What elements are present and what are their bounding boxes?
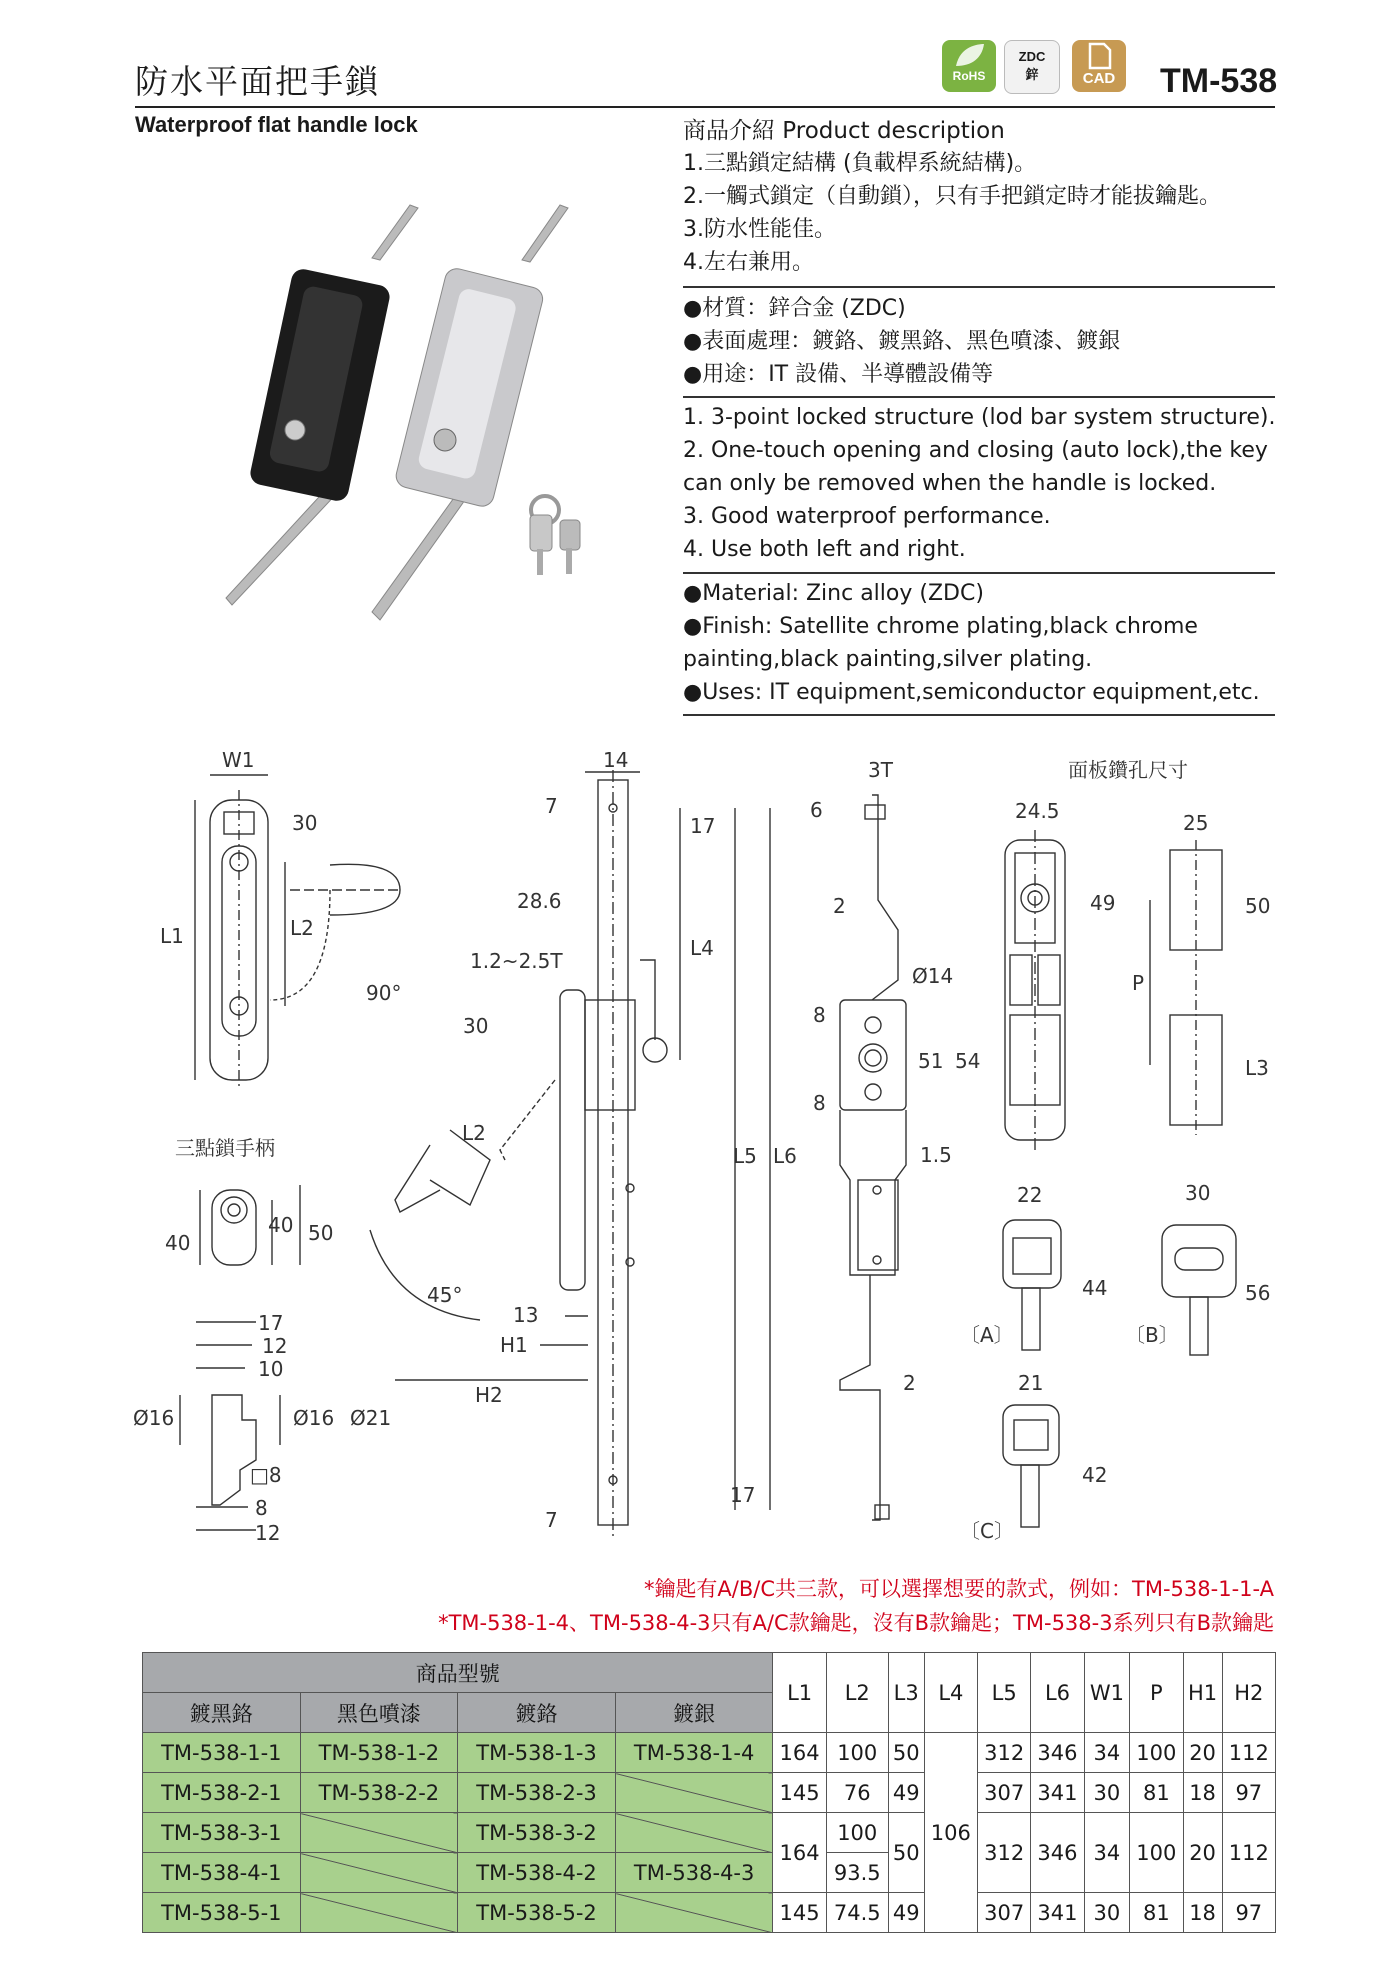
svg-text:L6: L6 — [773, 1144, 797, 1168]
svg-text:56: 56 — [1245, 1281, 1271, 1305]
svg-text:8: 8 — [813, 1091, 826, 1115]
svg-text:〔C〕: 〔C〕 — [960, 1519, 1014, 1543]
svg-text:12: 12 — [255, 1521, 281, 1545]
svg-text:1.5: 1.5 — [920, 1143, 952, 1167]
svg-text:Ø16: Ø16 — [293, 1406, 335, 1430]
svg-text:30: 30 — [1185, 1181, 1211, 1205]
svg-text:面板鑽孔尺寸: 面板鑽孔尺寸 — [1068, 758, 1188, 782]
svg-text:44: 44 — [1082, 1276, 1108, 1300]
svg-text:L5: L5 — [733, 1144, 757, 1168]
svg-text:2: 2 — [833, 894, 846, 918]
table-row: TM-538-1-1 TM-538-1-2 TM-538-1-3 TM-538-1-4 164 100 50 106 312 346 34 100 20 112 — [143, 1733, 1276, 1773]
table-row: TM-538-2-1 TM-538-2-2 TM-538-2-3 145 76 49 307 341 30 81 18 97 — [143, 1773, 1276, 1813]
svg-text:7: 7 — [545, 1508, 558, 1532]
svg-text:22: 22 — [1017, 1183, 1043, 1207]
svg-text:30: 30 — [463, 1014, 489, 1038]
svg-text:□8: □8 — [250, 1463, 282, 1487]
svg-text:42: 42 — [1082, 1463, 1108, 1487]
svg-text:12: 12 — [262, 1334, 288, 1358]
svg-text:28.6: 28.6 — [517, 889, 562, 913]
svg-text:W1: W1 — [222, 748, 255, 772]
svg-text:L3: L3 — [1245, 1056, 1269, 1080]
svg-text:13: 13 — [513, 1303, 539, 1327]
svg-text:24.5: 24.5 — [1015, 799, 1060, 823]
key-c — [1003, 1405, 1059, 1465]
svg-text:2: 2 — [903, 1371, 916, 1395]
svg-text:17: 17 — [690, 814, 716, 838]
svg-text:〔B〕: 〔B〕 — [1125, 1323, 1179, 1347]
svg-text:21: 21 — [1018, 1371, 1044, 1395]
svg-text:H2: H2 — [475, 1383, 503, 1407]
key-a — [1003, 1220, 1061, 1288]
table-row: TM-538-5-1 TM-538-5-2 145 74.5 49 307 341 30 81 18 97 — [143, 1893, 1276, 1933]
svg-text:L4: L4 — [690, 936, 714, 960]
svg-text:三點鎖手柄: 三點鎖手柄 — [175, 1136, 275, 1160]
table-row: TM-538-4-1 TM-538-4-2 TM-538-4-3 93.5 — [143, 1853, 1276, 1893]
rohs-badge: RoHS — [942, 40, 996, 92]
specs-en: ●Material: Zinc alloy (ZDC) ●Finish: Satellite chrome plating,black chrome painting,black painting,silver plating. ●Uses: IT equipment,semiconductor equipment,etc. — [683, 581, 1260, 705]
svg-text:L2: L2 — [462, 1121, 486, 1145]
specs-cn: ●材質：鋅合金 (ZDC) ●表面處理：鍍鉻、鍍黑鉻、黑色噴漆、鍍銀 ●用途：IT 設備、半導體設備等 — [683, 296, 1121, 387]
svg-text:P: P — [1132, 971, 1145, 995]
svg-text:45°: 45° — [427, 1283, 463, 1307]
svg-text:H1: H1 — [500, 1333, 528, 1357]
table-group-header: 商品型號 — [143, 1653, 773, 1693]
svg-text:8: 8 — [813, 1003, 826, 1027]
svg-text:90°: 90° — [366, 981, 402, 1005]
svg-text:54: 54 — [955, 1049, 981, 1073]
key-notes: *鑰匙有A/B/C共三款，可以選擇想要的款式，例如：TM-538-1-1-A *TM-538-1-4、TM-538-4-3只有A/C款鑰匙，沒有B款鑰匙；TM-538-3系列只有B款鑰匙 — [438, 1577, 1274, 1635]
svg-text:6: 6 — [810, 798, 823, 822]
svg-text:L2: L2 — [290, 916, 314, 940]
product-photo-black — [226, 205, 418, 605]
dimension-labels — [133, 748, 1270, 1545]
svg-text:30: 30 — [292, 811, 318, 835]
page-subtitle: Waterproof flat handle lock — [135, 112, 418, 137]
svg-text:8: 8 — [255, 1496, 268, 1520]
svg-text:17: 17 — [730, 1483, 756, 1507]
svg-text:Ø14: Ø14 — [912, 964, 954, 988]
svg-text:〔A〕: 〔A〕 — [960, 1323, 1014, 1347]
cad-badge: CAD — [1072, 40, 1126, 92]
svg-text:50: 50 — [308, 1221, 334, 1245]
svg-text:50: 50 — [1245, 894, 1271, 918]
features-en: 1. 3-point locked structure (lod bar system structure). 2. One-touch opening and closing (auto lock),the key can only be removed when the handle is locked. 3. Good waterproof performance. 4. Use both left and right. — [683, 405, 1276, 562]
svg-text:40: 40 — [165, 1231, 191, 1255]
svg-text:Ø16: Ø16 — [133, 1406, 175, 1430]
svg-text:L1: L1 — [160, 924, 184, 948]
svg-text:40: 40 — [268, 1213, 294, 1237]
spec-table: 商品型號 L1 L2 L3 L4 L5 L6 W1 P H1 H2 鍍黑鉻 黑色噴漆 鍍鉻 鍍銀 TM-538-1-1 TM-538-1-2 TM-538-1-3 TM-538-1-4 164 100 50 106 312 346 34 100 20 112 TM-538-2-1 TM-538-2-2 TM-538-2-3 145 76 49 307 341 30 81 18 97 TM-538-3-1 TM-538-3-2 164 100 50 312 346 34 100 20 112 TM-538-4-1 TM-538-4-2 TM-538-4-3 93.5 TM-538-5-1 TM-538-5-2 145 74.5 49 307 341 30 81 18 97 — [142, 1652, 1276, 1933]
features-cn: 1.三點鎖定結構 (負載桿系統結構)。 2.一觸式鎖定（自動鎖），只有手把鎖定時才能拔鑰匙。 3.防水性能佳。 4.左右兼用。 — [683, 151, 1221, 275]
model-number: TM-538 — [1160, 62, 1278, 100]
svg-text:51: 51 — [918, 1049, 944, 1073]
svg-text:10: 10 — [258, 1357, 284, 1381]
svg-text:3T: 3T — [868, 758, 893, 782]
svg-text:14: 14 — [603, 748, 629, 772]
key-photo — [530, 496, 580, 575]
description-heading: 商品介紹 Product description — [683, 118, 1005, 144]
svg-text:1.2~2.5T: 1.2~2.5T — [470, 949, 563, 973]
svg-text:Ø21: Ø21 — [350, 1406, 392, 1430]
key-b — [1162, 1225, 1236, 1297]
svg-text:17: 17 — [258, 1311, 284, 1335]
page-title: 防水平面把手鎖 — [135, 62, 380, 101]
table-row: TM-538-3-1 TM-538-3-2 164 100 50 312 346 34 100 20 112 — [143, 1813, 1276, 1853]
svg-text:49: 49 — [1090, 891, 1116, 915]
svg-text:25: 25 — [1183, 811, 1209, 835]
zdc-badge: ZDC 鋅 — [1004, 40, 1060, 94]
svg-text:7: 7 — [545, 794, 558, 818]
